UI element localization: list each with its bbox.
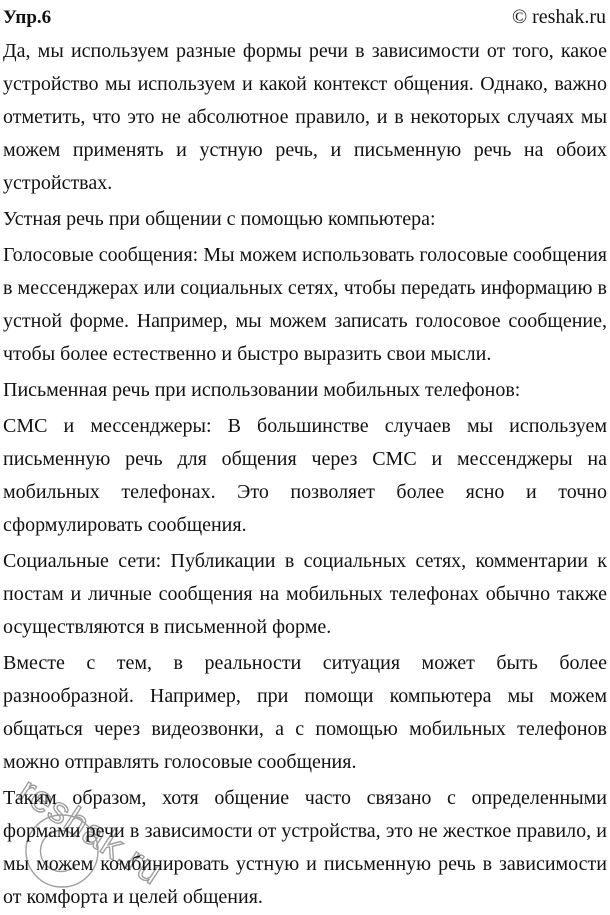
paragraph-voice-messages: Голосовые сообщения: Мы можем использовать голосовые сообщения в мессенджерах или социальных сетях, чтобы передать информацию в устной форме. Например, мы можем записать голосовое сообщение, чтобы более естественно и быстро выразить свои мысли.	[3, 244, 607, 365]
paragraph-reality: Вместе с тем, в реальности ситуация может быть более разнообразной. Например, при помощи компьютера мы можем общаться через видеозвонки, а с помощью мобильных телефонов можно отправлять голосовые сообщения.	[3, 652, 607, 773]
paragraph-conclusion: Таким образом, хотя общение часто связано с определенными формами речи в зависимости от устройства, это не жесткое правило, и мы можем комбинировать устную и письменную речь в зависимости от комфорта и целей общения.	[3, 787, 607, 908]
watermark-text: reshak.ru	[11, 769, 171, 893]
answer-text	[0, 35, 610, 914]
paragraph-intro: Да, мы используем разные формы речи в зависимости от того, какое устройство мы используем и какой контекст общения. Однако, важно отметить, что это не абсолютное правило, и в некоторых случаях мы можем применять и устную речь, и письменную речь на обоих устройствах.	[3, 40, 607, 194]
page-header	[0, 0, 610, 30]
paragraph-sms-messengers: СМС и мессенджеры: В большинстве случаев мы используем письменную речь для общения через СМС и мессенджеры на мобильных телефонах. Это позволяет более ясно и точно сформулировать сообщения.	[3, 415, 607, 536]
paragraph-social-networks: Социальные сети: Публикации в социальных сетях, комментарии к постам и личные сообщения на мобильных телефонах обычно также осуществляются в письменной форме.	[3, 550, 607, 638]
heading-oral-speech: Устная речь при общении с помощью компьютера:	[3, 208, 436, 230]
heading-written-speech: Письменная речь при использовании мобильных телефонов:	[3, 379, 521, 401]
copyright-notice: © reshak.ru	[511, 6, 606, 28]
exercise-title: Упр.6	[3, 7, 52, 28]
